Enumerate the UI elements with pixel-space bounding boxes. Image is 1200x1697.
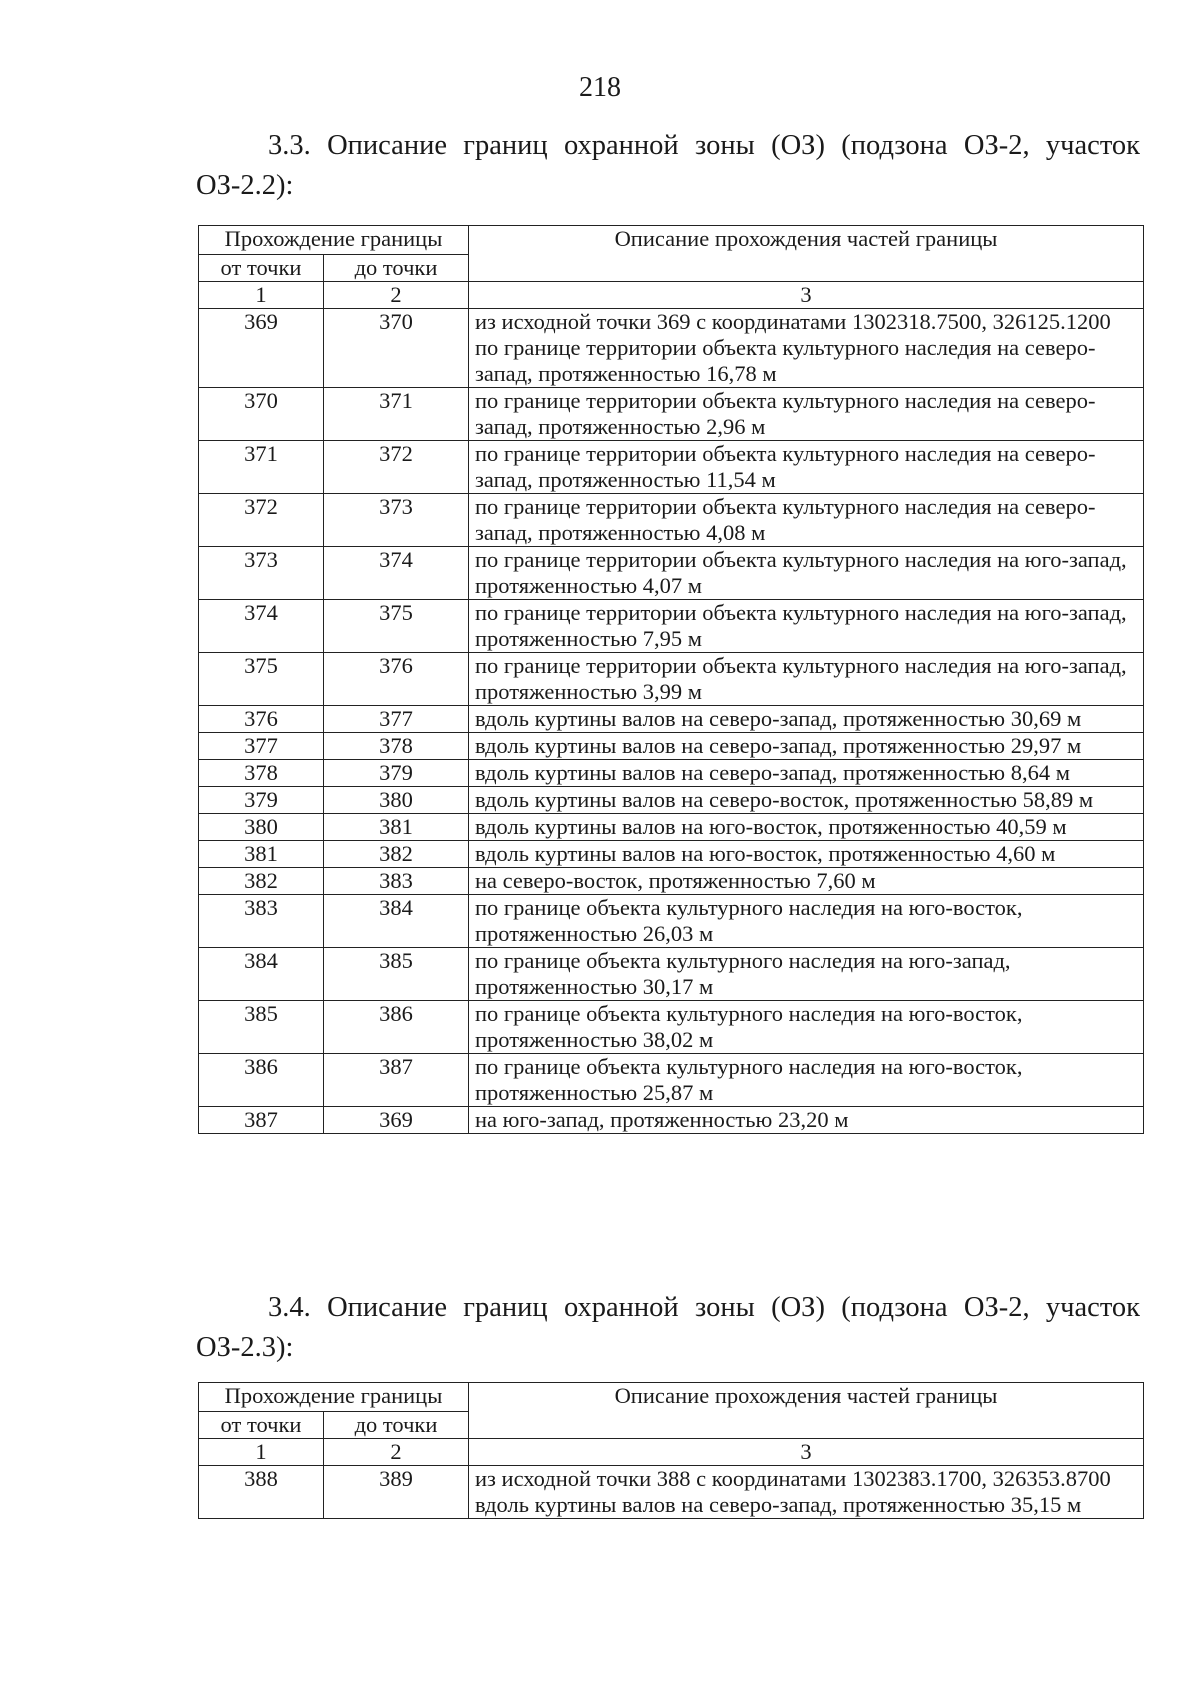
table-header-row — [199, 226, 1144, 255]
table-row — [199, 600, 1144, 653]
description-cell: вдоль куртины валов на северо-запад, протяженностью 30,69 м — [469, 706, 1144, 733]
section-heading-3-3: 3.3. Описание границ охранной зоны (ОЗ) (подзона ОЗ-2, участок ОЗ-2.2): — [196, 130, 1140, 201]
from-point-cell: 383 — [199, 895, 324, 948]
to-point-cell: 378 — [324, 733, 469, 760]
to-point-cell: 377 — [324, 706, 469, 733]
table-row — [199, 841, 1144, 868]
table-body — [199, 226, 1144, 1134]
to-point-cell: 383 — [324, 868, 469, 895]
column-number: 3 — [469, 1439, 1144, 1466]
table-row — [199, 494, 1144, 547]
from-point-cell: 373 — [199, 547, 324, 600]
description-cell: по границе объекта культурного наследия на юго-запад, протяженностью 30,17 м — [469, 948, 1144, 1001]
column-number-row — [199, 1439, 1144, 1466]
header-from-point: от точки — [199, 255, 324, 282]
to-point-cell: 375 — [324, 600, 469, 653]
description-cell: по границе территории объекта культурного наследия на юго-запад, протяженностью 3,99 м — [469, 653, 1144, 706]
from-point-cell: 370 — [199, 388, 324, 441]
to-point-cell: 381 — [324, 814, 469, 841]
description-cell: вдоль куртины валов на северо-восток, протяженностью 58,89 м — [469, 787, 1144, 814]
column-number: 3 — [469, 282, 1144, 309]
to-point-cell: 380 — [324, 787, 469, 814]
description-cell: на юго-запад, протяженностью 23,20 м — [469, 1107, 1144, 1134]
from-point-cell: 382 — [199, 868, 324, 895]
header-boundary-passage: Прохождение границы — [199, 1383, 469, 1412]
description-cell: по границе территории объекта культурного наследия на северо-запад, протяженностью 4,08 м — [469, 494, 1144, 547]
header-description: Описание прохождения частей границы — [469, 226, 1144, 282]
table-row — [199, 441, 1144, 494]
from-point-cell: 381 — [199, 841, 324, 868]
table-row — [199, 814, 1144, 841]
description-cell: по границе объекта культурного наследия на юго-восток, протяженностью 26,03 м — [469, 895, 1144, 948]
table-row — [199, 895, 1144, 948]
table-row — [199, 868, 1144, 895]
description-cell: из исходной точки 369 с координатами 1302318.7500, 326125.1200 по границе территории объекта культурного наследия на северо-запад, протяженностью 16,78 м — [469, 309, 1144, 388]
to-point-cell: 389 — [324, 1466, 469, 1519]
to-point-cell: 373 — [324, 494, 469, 547]
boundary-table-oz-2-2 — [198, 225, 1144, 1134]
from-point-cell: 377 — [199, 733, 324, 760]
column-number: 2 — [324, 1439, 469, 1466]
from-point-cell: 378 — [199, 760, 324, 787]
to-point-cell: 387 — [324, 1054, 469, 1107]
table-row — [199, 547, 1144, 600]
header-to-point: до точки — [324, 255, 469, 282]
table-row — [199, 706, 1144, 733]
table-body — [199, 1383, 1144, 1519]
from-point-cell: 374 — [199, 600, 324, 653]
header-to-point: до точки — [324, 1412, 469, 1439]
from-point-cell: 385 — [199, 1001, 324, 1054]
table-row — [199, 1107, 1144, 1134]
from-point-cell: 375 — [199, 653, 324, 706]
to-point-cell: 384 — [324, 895, 469, 948]
table-row — [199, 1466, 1144, 1519]
from-point-cell: 372 — [199, 494, 324, 547]
to-point-cell: 374 — [324, 547, 469, 600]
description-cell: на северо-восток, протяженностью 7,60 м — [469, 868, 1144, 895]
from-point-cell: 371 — [199, 441, 324, 494]
to-point-cell: 370 — [324, 309, 469, 388]
section-heading-3-4: 3.4. Описание границ охранной зоны (ОЗ) (подзона ОЗ-2, участок ОЗ-2.3): — [196, 1292, 1140, 1363]
column-number-row — [199, 282, 1144, 309]
description-cell: по границе объекта культурного наследия на юго-восток, протяженностью 38,02 м — [469, 1001, 1144, 1054]
from-point-cell: 380 — [199, 814, 324, 841]
boundary-table-oz-2-3 — [198, 1382, 1144, 1519]
table-row — [199, 1054, 1144, 1107]
header-boundary-passage: Прохождение границы — [199, 226, 469, 255]
to-point-cell: 369 — [324, 1107, 469, 1134]
to-point-cell: 376 — [324, 653, 469, 706]
table-row — [199, 309, 1144, 388]
table-row — [199, 787, 1144, 814]
description-cell: из исходной точки 388 с координатами 1302383.1700, 326353.8700 вдоль куртины валов на северо-запад, протяженностью 35,15 м — [469, 1466, 1144, 1519]
description-cell: по границе территории объекта культурного наследия на юго-запад, протяженностью 7,95 м — [469, 600, 1144, 653]
from-point-cell: 384 — [199, 948, 324, 1001]
column-number: 1 — [199, 282, 324, 309]
table-row — [199, 653, 1144, 706]
to-point-cell: 371 — [324, 388, 469, 441]
from-point-cell: 386 — [199, 1054, 324, 1107]
table-row — [199, 760, 1144, 787]
page-number: 218 — [579, 72, 621, 103]
from-point-cell: 387 — [199, 1107, 324, 1134]
to-point-cell: 382 — [324, 841, 469, 868]
from-point-cell: 376 — [199, 706, 324, 733]
to-point-cell: 386 — [324, 1001, 469, 1054]
to-point-cell: 379 — [324, 760, 469, 787]
header-from-point: от точки — [199, 1412, 324, 1439]
table-row — [199, 388, 1144, 441]
from-point-cell: 379 — [199, 787, 324, 814]
table-row — [199, 1001, 1144, 1054]
description-cell: вдоль куртины валов на северо-запад, протяженностью 29,97 м — [469, 733, 1144, 760]
from-point-cell: 388 — [199, 1466, 324, 1519]
from-point-cell: 369 — [199, 309, 324, 388]
table-row — [199, 733, 1144, 760]
table-row — [199, 948, 1144, 1001]
description-cell: вдоль куртины валов на юго-восток, протяженностью 4,60 м — [469, 841, 1144, 868]
table-header-row — [199, 1383, 1144, 1412]
to-point-cell: 385 — [324, 948, 469, 1001]
description-cell: по границе территории объекта культурного наследия на северо-запад, протяженностью 2,96 м — [469, 388, 1144, 441]
description-cell: по границе территории объекта культурного наследия на северо-запад, протяженностью 11,54 м — [469, 441, 1144, 494]
description-cell: по границе объекта культурного наследия на юго-восток, протяженностью 25,87 м — [469, 1054, 1144, 1107]
description-cell: по границе территории объекта культурного наследия на юго-запад, протяженностью 4,07 м — [469, 547, 1144, 600]
column-number: 2 — [324, 282, 469, 309]
header-description: Описание прохождения частей границы — [469, 1383, 1144, 1439]
column-number: 1 — [199, 1439, 324, 1466]
to-point-cell: 372 — [324, 441, 469, 494]
description-cell: вдоль куртины валов на северо-запад, протяженностью 8,64 м — [469, 760, 1144, 787]
description-cell: вдоль куртины валов на юго-восток, протяженностью 40,59 м — [469, 814, 1144, 841]
